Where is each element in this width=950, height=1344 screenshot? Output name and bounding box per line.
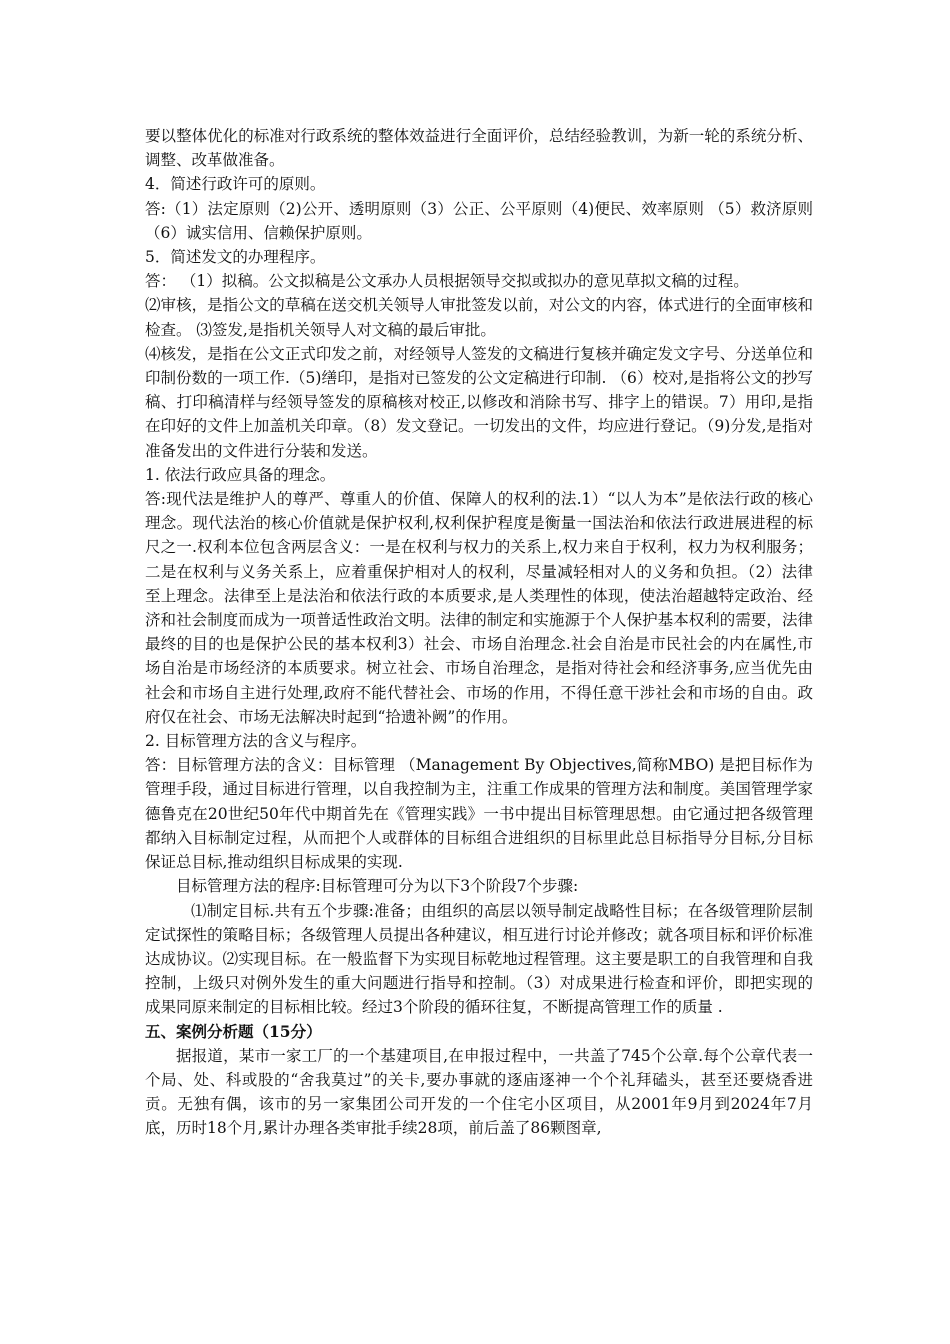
paragraph-system-evaluation: 要以整体优化的标准对行政系统的整体效益进行全面评价，总结经验教训，为新一轮的系统分析、调整、改革做准备。 <box>145 127 813 170</box>
question-2-heading: 2. 目标管理方法的含义与程序。 <box>145 732 367 751</box>
answer-5-drafting: 答： （1）拟稿。公文拟稿是公文承办人员根据领导交拟或拟办的意见草拟文稿的过程。 <box>145 272 749 291</box>
question-5-heading: 5．简述发文的办理程序。 <box>145 248 326 267</box>
section-5-heading: 五、案例分析题（15分） <box>145 1021 322 1041</box>
answer-4: 答:（1）法定原则（2)公开、透明原则（3）公正、公平原则（4)便民、效率原则 （5）救济原则（6）诚实信用、信赖保护原则。 <box>145 199 813 242</box>
case-study-paragraph: 据报道，某市一家工厂的一个基建项目,在申报过程中，一共盖了745个公章.每个公章代表一个局、处、科或股的“舍我莫过”的关卡,要办事就的逐庙逐神一个个礼拜磕头，甚至还要烧香进贡。无独有偶，该市的另一家集团公司开发的一个住宅小区项目，从2001年9月到2024年7月底，历时18个月,累计办理各类审批手续28项，前后盖了86颗图章, <box>145 1046 813 1138</box>
answer-2-definition: 答：目标管理方法的含义：目标管理 （Management By Objectives,简称MBO) 是把目标作为管理手段，通过目标进行管理，以自我控制为主，注重工作成果的管理方法和制度。美国管理学家德鲁克在20世纪50年代中期首先在《管理实践》一书中提出目标管理思想。由它通过把各级管理都纳入目标制定过程，从而把个人或群体的目标组合进组织的目标里此总目标指导分目标,分目标保证总目标,推动组织目标成果的实现. <box>145 756 813 872</box>
question-1-heading: 1. 依法行政应具备的理念。 <box>145 465 336 484</box>
answer-2-procedure-intro: 目标管理方法的程序:目标管理可分为以下3个阶段7个步骤: <box>176 877 579 896</box>
answer-1: 答:现代法是维护人的尊严、尊重人的价值、保障人的权利的法.1）“以人为本”是依法行政的核心理念。现代法治的核心价值就是保护权利,权利保护程度是衡量一国法治和依法行政进展进程的标尺之一.权利本位包含两层含义：一是在权利与权力的关系上,权力来自于权利，权力为权利服务；二是在权利与义务关系上，应着重保护相对人的权利，尽量减轻相对人的义务和负担。（2）法律至上理念。法律至上是法治和依法行政的本质要求,是人类理性的体现，使法治超越特定政治、经济和社会制度而成为一项普适性政治文明。法律的制定和实施源于个人保护基本权利的需要，法律最终的目的也是保护公民的基本权利3）社会、市场自治理念.社会自治是市民社会的内在属性,市场自治是市场经济的本质要求。树立社会、市场自治理念，是指对待社会和经济事务,应当优先由社会和市场自主进行处理,政府不能代替社会、市场的作用，不得任意干涉社会和市场的自由。政府仅在社会、市场无法解决时起到“拾遗补阙”的作用。 <box>145 490 813 726</box>
answer-2-procedure-steps: ⑴制定目标.共有五个步骤:准备；由组织的高层以领导制定战略性目标；在各级管理阶层制定试探性的策略目标；各级管理人员提出各种建议，相互进行讨论并修改；就各项目标和评价标准达成协议。⑵实现目标。在一般监督下为实现目标乾地过程管理。这主要是职工的自我管理和自我控制，上级只对例外发生的重大问题进行指导和控制。（3）对成果进行检查和评价，即把实现的成果同原来制定的目标相比较。经过3个阶段的循环往复，不断提高管理工作的质量 . <box>145 901 813 1017</box>
answer-5-review: ⑵审核，是指公文的草稿在送交机关领导人审批签发以前，对公文的内容，体式进行的全面审核和检查。 ⑶签发,是指机关领导人对文稿的最后审批。 <box>145 296 813 339</box>
question-4-heading: 4．简述行政许可的原则。 <box>145 175 326 194</box>
document-body <box>145 124 813 1141</box>
answer-5-issuance: ⑷核发，是指在公文正式印发之前，对经领导人签发的文稿进行复核并确定发文字号、分送单位和印制份数的一项工作.（5)缮印，是指对已签发的公文定稿进行印制. （6）校对,是指将公文的抄写稿、打印稿清样与经领导签发的原稿核对校正,以修改和消除书写、排字上的错误。7）用印,是指在印好的文件上加盖机关印章。（8）发文登记。一切发出的文件，均应进行登记。（9)分发,是指对准备发出的文件进行分装和发送。 <box>145 344 813 460</box>
